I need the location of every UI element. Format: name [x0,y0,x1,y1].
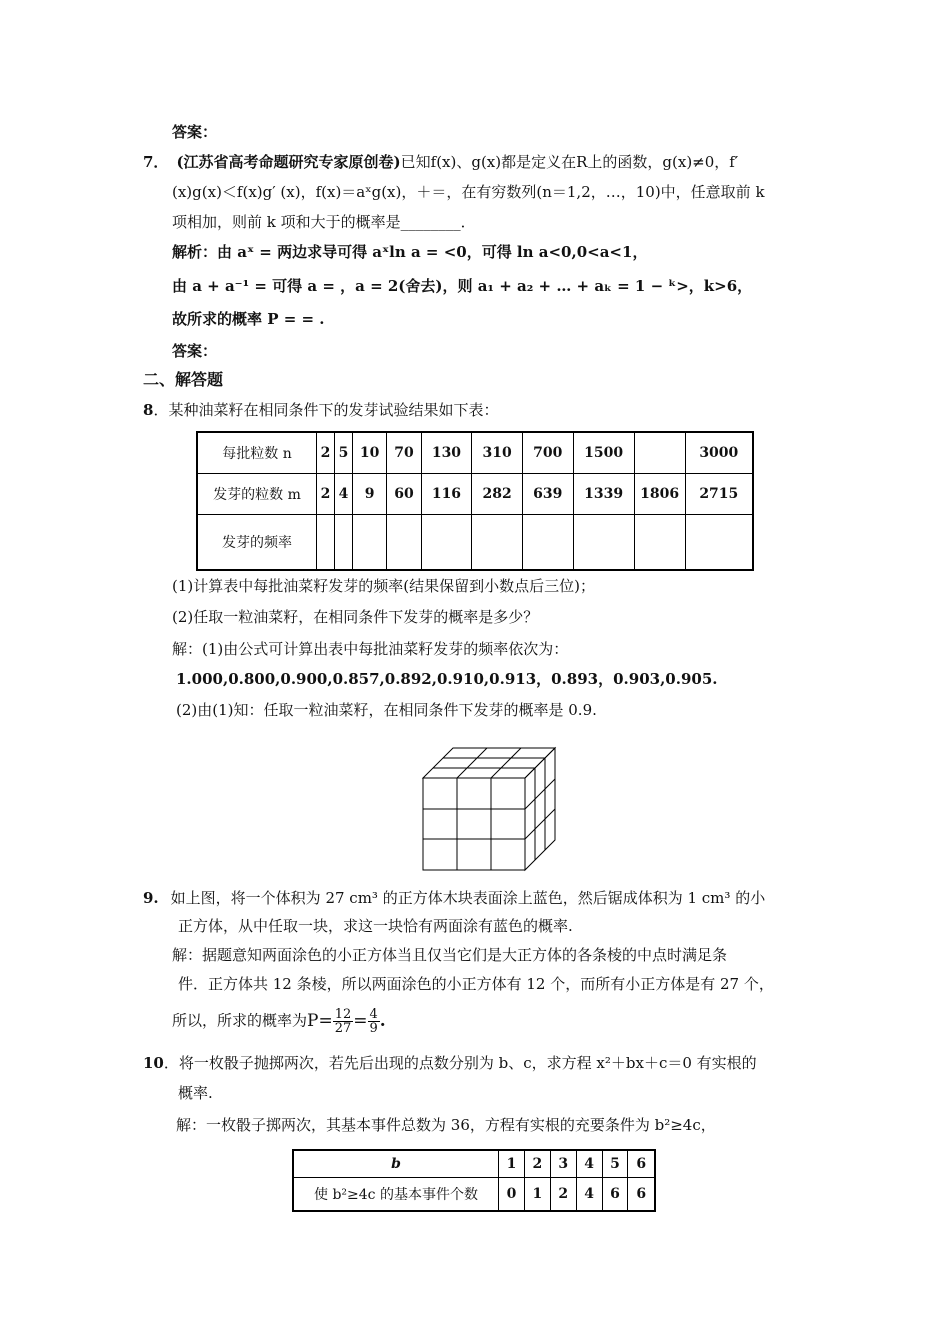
cell-m-8: 1806 [634,473,685,514]
cell-n-3: 70 [387,432,421,473]
q10-number: 10 [143,1054,164,1072]
cube-front-face [423,778,525,870]
cell-n-1: 5 [335,432,353,473]
formula-end: . [379,1011,386,1031]
cell-freq-0 [317,514,335,570]
cell-freq-2 [353,514,387,570]
q9-sol3-text: 所以，所求的概率为 [172,1011,308,1030]
cube-figure [420,745,560,873]
q7-stem-line3: 项相加，则前 k 项和大于的概率是________． [172,213,476,231]
table-row [197,473,753,514]
cell-m-1: 4 [335,473,353,514]
q6-answer-label: 答案： [172,123,218,141]
q9-sol1: 解：据题意知两面涂色的小正方体当且仅当它们是大正方体的各条棱的中点时满足条 [172,946,728,964]
cell-count-5: 6 [628,1177,655,1211]
q7-stem-line1: 已知f(x)、g(x)都是定义在R上的函数，g(x)≠0，f′ [400,153,739,171]
row-label-m: 发芽的粒数 m [197,473,317,514]
cell-count-0: 0 [499,1177,525,1211]
cell-m-3: 60 [387,473,421,514]
table-row [197,432,753,473]
cell-n-9: 3000 [685,432,753,473]
cell-freq-3 [387,514,421,570]
cell-m-2: 9 [353,473,387,514]
q9-stem-line2: 正方体，从中任取一块，求这一块恰有两面涂有蓝色的概率. [178,917,573,935]
q10-stem-line2: 概率. [178,1084,213,1102]
q7-source: (江苏省高考命题研究专家原创卷) [176,153,401,171]
cell-b-4: 5 [602,1150,628,1177]
germination-table [196,431,754,571]
q7-line1 [143,151,738,173]
q9-sol2: 件．正方体共 12 条棱，所以两面涂色的小正方体有 12 个，而所有小正方体是有 27 个， [178,975,774,993]
q9-sol3 [172,1008,386,1035]
cell-freq-4 [421,514,472,570]
fraction-4-9 [368,1008,380,1035]
q10-line1 [143,1052,757,1074]
cell-count-3: 4 [576,1177,602,1211]
q9-number: 9. [143,889,159,907]
cell-n-4: 130 [421,432,472,473]
cell-n-7: 1500 [573,432,634,473]
q8-number: 8 [143,401,154,419]
q7-analysis-line1: 解析：由 aˣ = 两边求导可得 aˣln a = <0，可得 ln a<0,0<a<1， [172,243,648,261]
cell-freq-5 [472,514,523,570]
formula-eq: = [353,1011,368,1031]
frac1-den: 27 [334,1021,352,1036]
q8-stem-text: ．某种油菜籽在相同条件下的发芽试验结果如下表： [153,401,499,419]
q7-analysis-line3: 故所求的概率 P = = . [172,310,325,328]
q8-stem [143,399,498,421]
cell-m-6: 639 [522,473,573,514]
cell-n-5: 310 [472,432,523,473]
cell-n-8 [634,432,685,473]
cell-n-6: 700 [522,432,573,473]
cell-freq-8 [634,514,685,570]
q8-sol3: (2)由(1)知：任取一粒油菜籽，在相同条件下发芽的概率是 0.9. [176,701,597,719]
q8-sol1: 解：(1)由公式可计算出表中每批油菜籽发芽的频率依次为： [172,640,569,658]
section-heading: 二、解答题 [143,370,224,389]
cell-n-2: 10 [353,432,387,473]
cell-b-5: 6 [628,1150,655,1177]
q7-number: 7． [143,153,169,171]
frac2-den: 9 [369,1021,378,1036]
discriminant-table [292,1149,656,1212]
cell-n-0: 2 [317,432,335,473]
cell-count-1: 1 [524,1177,550,1211]
frac1-num: 12 [334,1007,352,1022]
cell-b-1: 2 [524,1150,550,1177]
q10-sol1: 解：一枚骰子掷两次，其基本事件总数为 36，方程有实根的充要条件为 b²≥4c， [176,1116,716,1134]
fraction-12-27 [333,1008,354,1035]
q9-stem-line1: 如上图，将一个体积为 27 cm³ 的正方体木块表面涂上蓝色，然后锯成体积为 1 cm³ 的小 [170,889,766,907]
cell-freq-9 [685,514,753,570]
cell-b-0: 1 [499,1150,525,1177]
formula-p: P= [307,1011,333,1031]
cell-m-5: 282 [472,473,523,514]
q9-line1 [143,887,765,909]
cell-count-4: 6 [602,1177,628,1211]
cell-m-7: 1339 [573,473,634,514]
q10-stem-line1: ．将一枚骰子抛掷两次，若先后出现的点数分别为 b、c，求方程 x²＋bx＋c＝0 有实根的 [163,1054,757,1072]
cube-side-face [525,748,555,870]
cell-freq-6 [522,514,573,570]
table-row [293,1150,655,1177]
row-label-n: 每批粒数 n [197,432,317,473]
cell-b-3: 4 [576,1150,602,1177]
q7-answer-label: 答案： [172,342,218,360]
frac2-num: 4 [369,1007,378,1022]
cell-m-0: 2 [317,473,335,514]
cell-m-9: 2715 [685,473,753,514]
row-label-count: 使 b²≥4c 的基本事件个数 [293,1177,499,1211]
q8-sol2: 1.000,0.800,0.900,0.857,0.892,0.910,0.913，0.893，0.903,0.905. [176,670,718,688]
table-row [197,514,753,570]
table-row [293,1177,655,1211]
cell-freq-7 [573,514,634,570]
cell-m-4: 116 [421,473,472,514]
q8-sub2: (2)任取一粒油菜籽，在相同条件下发芽的概率是多少？ [172,608,539,626]
row-label-freq: 发芽的频率 [197,514,317,570]
q8-sub1: (1)计算表中每批油菜籽发芽的频率(结果保留到小数点后三位)； [172,577,595,595]
row-label-b: b [293,1150,499,1177]
q7-stem-line2: (x)g(x)＜f(x)g′ (x)，f(x)＝aˣg(x)，＋＝，在有穷数列(n＝1,2，…，10)中，任意取前 k [172,183,765,201]
probability-formula [307,1008,386,1035]
cell-b-2: 3 [550,1150,576,1177]
cell-freq-1 [335,514,353,570]
q7-analysis-line2: 由 a + a⁻¹ = 可得 a = ，a = 2(舍去)，则 a₁ + a₂ + … + aₖ = 1 − ᵏ>，k>6， [172,277,753,295]
cell-count-2: 2 [550,1177,576,1211]
